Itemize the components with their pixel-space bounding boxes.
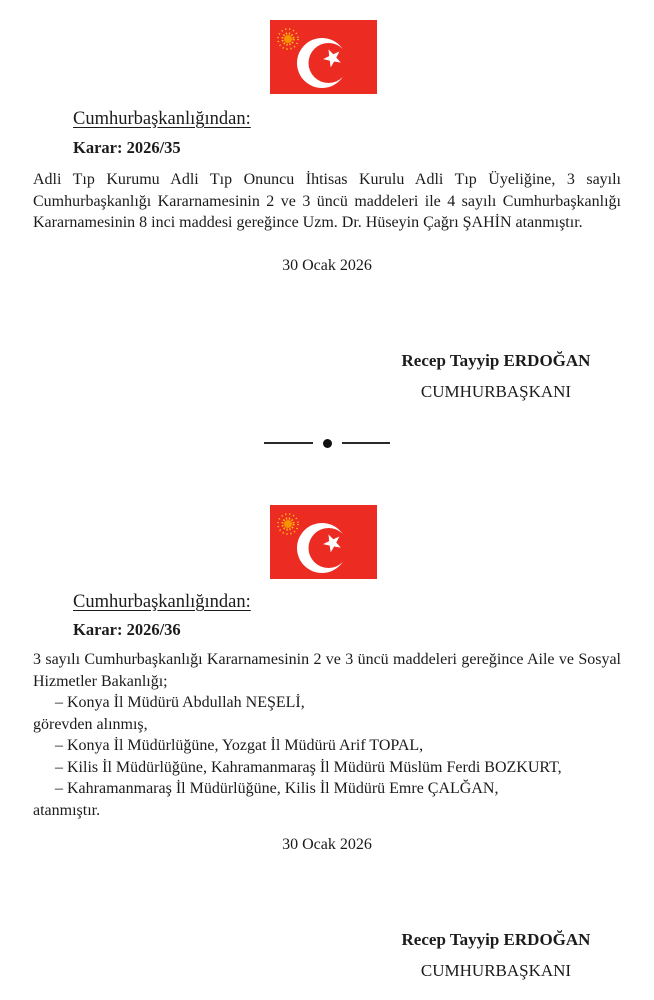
decree2-intro-line-2: Hizmetler Bakanlığı; — [33, 672, 168, 690]
decree2-source-heading: Cumhurbaşkanlığından: — [73, 592, 251, 612]
decree1-signer-title: CUMHURBAŞKANI — [420, 382, 572, 401]
turkish-presidential-flag-icon — [270, 20, 377, 94]
divider-line-right — [342, 442, 391, 444]
decree2-signer-name: Recep Tayyip ERDOĞAN — [401, 930, 591, 949]
crescent-inner — [309, 528, 349, 568]
turkish-presidential-flag-icon — [270, 505, 377, 579]
decree1-body — [33, 169, 621, 234]
decree2-intro-line-1: 3 sayılı Cumhurbaşkanlığı Kararnamesinin 2 ve 3 üncü maddeleri gereğince Aile ve Sosyal — [33, 651, 621, 668]
divider-dot — [323, 439, 332, 448]
decree1-date: 30 Ocak 2026 — [282, 257, 372, 274]
decree2-signature-block — [396, 930, 596, 981]
decree2-closing: atanmıştır. — [33, 801, 101, 819]
decree1-body-line-3: Kararnamesinin 8 inci maddesi gereğince Uzm. Dr. Hüseyin Çağrı ŞAHİN atanmıştır. — [33, 214, 583, 231]
decree2-item-4: – Kilis İl Müdürlüğüne, Kahramanmaraş İl Müdürü Müslüm Ferdi BOZKURT, — [55, 758, 562, 776]
decree1-number: Karar: 2026/35 — [73, 138, 181, 157]
decree2-date: 30 Ocak 2026 — [282, 836, 372, 853]
decree1-body-line-1: Adli Tıp Kurumu Adli Tıp Onuncu İhtisas Kurulu Adli Tıp Üyeliğine, 3 sayılı — [33, 171, 621, 188]
decree2-body — [33, 649, 621, 821]
decree2-item-2: görevden alınmış, — [33, 715, 148, 733]
crescent-inner — [309, 43, 349, 83]
decree1-signer-name: Recep Tayyip ERDOĞAN — [401, 351, 591, 370]
divider-line-left — [264, 442, 313, 444]
decree2-item-3: – Konya İl Müdürlüğüne, Yozgat İl Müdürü Arif TOPAL, — [55, 737, 424, 754]
section-divider — [264, 437, 390, 449]
decree1-source-heading: Cumhurbaşkanlığından: — [73, 109, 251, 129]
decree1-body-line-2: Cumhurbaşkanlığı Kararnamesinin 2 ve 3 üncü maddeleri ile 4 sayılı Cumhurbaşkanlığı — [33, 192, 621, 210]
decree2-signer-title: CUMHURBAŞKANI — [420, 961, 572, 980]
decree2-number: Karar: 2026/36 — [73, 620, 181, 639]
decree2-item-1: – Konya İl Müdürü Abdullah NEŞELİ, — [55, 694, 305, 711]
decree2-item-5: – Kahramanmaraş İl Müdürlüğüne, Kilis İl Müdürü Emre ÇALĞAN, — [55, 780, 499, 797]
decree1-signature-block — [396, 351, 596, 402]
